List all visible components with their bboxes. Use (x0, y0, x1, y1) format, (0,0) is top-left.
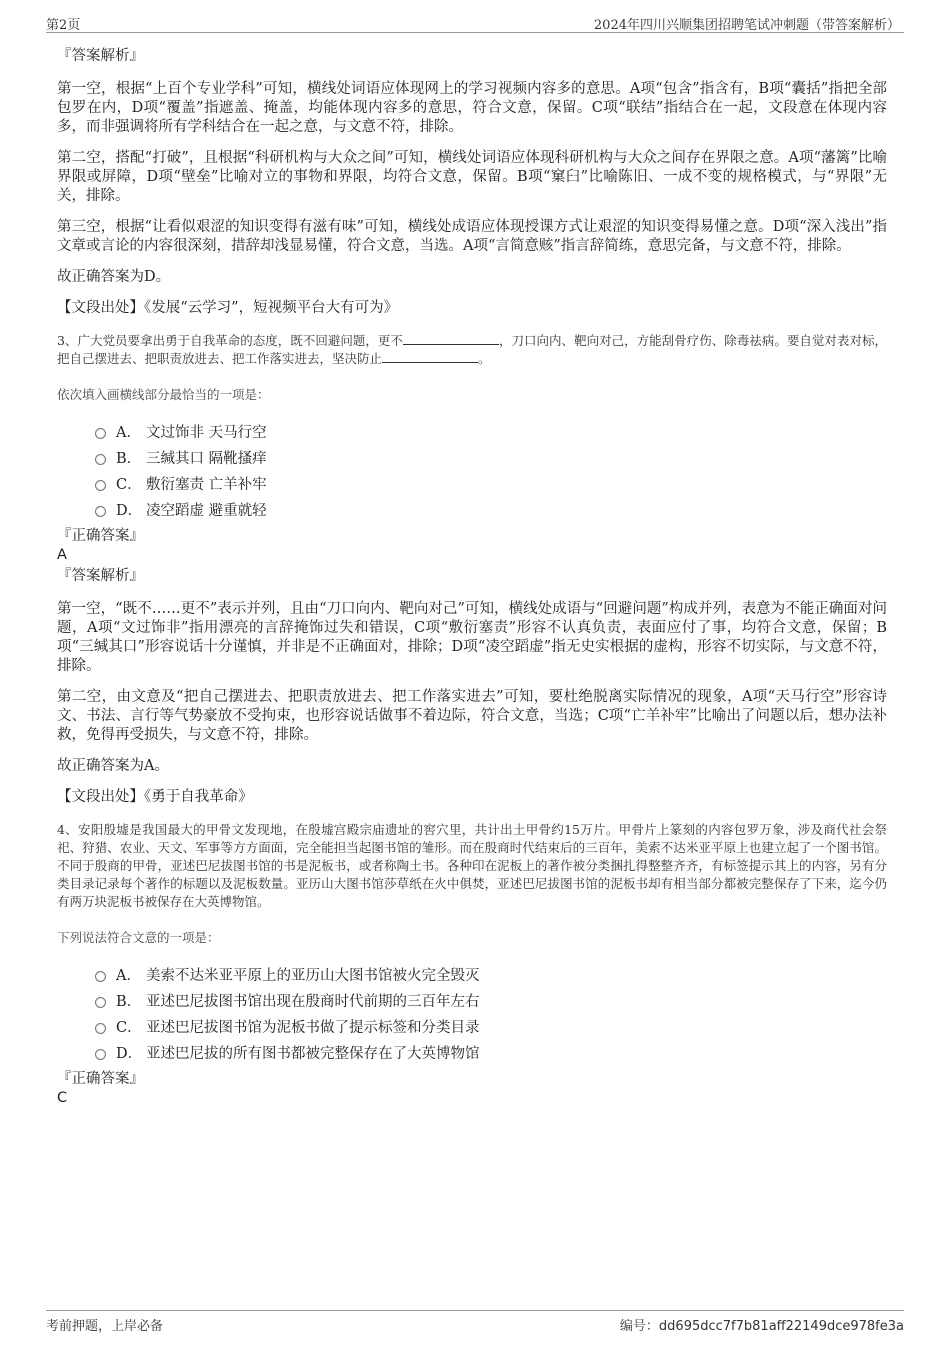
question-4-prompt: 下列说法符合文意的一项是： (57, 930, 220, 945)
code-label: 编号： (619, 1319, 659, 1334)
document-code (620, 1315, 904, 1334)
correct-answer: A (57, 547, 67, 563)
question-text-part: 。 (478, 351, 491, 366)
correct-answer-label: 『正确答案』 (57, 1071, 144, 1087)
analysis-paragraph: 第三空，根据“让看似艰涩的知识变得有滋有味”可知，横线处成语应体现授课方式让艰涩的知识变得易懂之意。D项“深入浅出”指文章或言论的内容很深刻，措辞却浅显易懂，符合文意，当选。A项“言简意赅”指言辞简练，意思完备，与文意不符，排除。 (57, 219, 887, 254)
correct-answer-label: 『正确答案』 (57, 528, 144, 544)
option-d[interactable]: D． 凌空蹈虚 避重就轻 (95, 498, 887, 524)
document-body (57, 46, 887, 1107)
correct-answer: C (57, 1090, 68, 1106)
page-number: 第2页 (46, 18, 81, 33)
analysis-paragraph: 第二空，由文意及“把自己摆进去、把职责放进去、把工作落实进去”可知，要杜绝脱离实际情况的现象，A项“天马行空”形容诗文、书法、言行等气势豪放不受拘束，也形容说话做事不着边际，符合文意，当选；C项“亡羊补牢”比喻出了问题以后，想办法补救，免得再受损失，与文意不符，排除。 (57, 689, 887, 743)
conclusion: 故正确答案为D。 (57, 269, 171, 285)
option-c[interactable]: C． 亚述巴尼拔图书馆为泥板书做了提示标签和分类目录 (95, 1015, 887, 1041)
radio-icon[interactable] (95, 506, 106, 517)
page-footer (46, 1310, 904, 1333)
option-b[interactable]: B． 三缄其口 隔靴搔痒 (95, 446, 887, 472)
analysis-label: 『答案解析』 (57, 48, 144, 64)
question-3-prompt: 依次填入画横线部分最恰当的一项是： (57, 387, 270, 402)
source-citation: 【文段出处】《勇于自我革命》 (57, 789, 253, 805)
radio-icon[interactable] (95, 971, 106, 982)
question-4-text: 4、安阳殷墟是我国最大的甲骨文发现地，在殷墟宫殿宗庙遗址的窖穴里，共计出土甲骨约15万片。甲骨片上篆刻的内容包罗万象，涉及商代社会祭祀、狩猎、农业、天文、军事等方方面面，完全能担当起图书馆的雏形。而在殷商时代结束后的三百年，美索不达米亚平原上也建立起了一个图书馆。不同于殷商的甲骨，亚述巴尼拔图书馆的书是泥板书，或者称陶土书。各种印在泥板上的著作被分类捆扎得整整齐齐，有标签提示其上的内容，另有分类目录记录每个著作的标题以及泥板数量。亚历山大图书馆莎草纸在火中俱焚，亚述巴尼拔图书馆的泥板书却有相当部分都被完整保存了下来，迄今仍有两万块泥板书被保存在大英博物馆。 (57, 822, 887, 909)
code-value: dd695dcc7f7b81aff22149dce978fe3a (658, 1319, 904, 1334)
question-3-text (57, 332, 887, 368)
conclusion: 故正确答案为A。 (57, 758, 169, 774)
source-citation: 【文段出处】《发展“云学习”，短视频平台大有可为》 (57, 300, 399, 316)
analysis-paragraph: 第一空，“既不……更不”表示并列，且由“刀口向内、靶向对己”可知，横线处成语与“回避问题”构成并列，表意为不能正确面对问题，A项“文过饰非”指用漂亮的言辞掩饰过失和错误，C项“敷衍塞责”形容不认真负责，表面应付了事，均符合文意，保留；B项“三缄其口”形容说话十分谨慎，并非是不正确面对，排除；D项“凌空蹈虚”指无史实根据的虚构，形容不切实际，与文意不符，排除。 (57, 601, 887, 674)
question-text-part: ，刀口向内、靶向对己，方能刮骨疗伤、除毒祛病。要自觉对表对标，把自己摆进去、把职责放进去、把工作落实进去，坚决防止 (57, 333, 887, 366)
radio-icon[interactable] (95, 997, 106, 1008)
option-c[interactable]: C． 敷衍塞责 亡羊补牢 (95, 472, 887, 498)
option-d[interactable]: D． 亚述巴尼拔的所有图书都被完整保存在了大英博物馆 (95, 1041, 887, 1067)
question-3-options (95, 420, 887, 524)
fill-blank (403, 332, 499, 345)
radio-icon[interactable] (95, 454, 106, 465)
radio-icon[interactable] (95, 480, 106, 491)
analysis-label: 『答案解析』 (57, 568, 144, 584)
page-header (46, 12, 904, 33)
option-a[interactable]: A． 文过饰非 天马行空 (95, 420, 887, 446)
question-text-part: 3、广大党员要拿出勇于自我革命的态度，既不回避问题，更不 (57, 333, 403, 348)
document-title: 2024年四川兴顺集团招聘笔试冲刺题（带答案解析） (593, 18, 900, 33)
question-4-options (95, 963, 887, 1067)
option-b[interactable]: B． 亚述巴尼拔图书馆出现在殷商时代前期的三百年左右 (95, 989, 887, 1015)
radio-icon[interactable] (95, 1049, 106, 1060)
footer-slogan: 考前押题，上岸必备 (46, 1319, 164, 1334)
fill-blank (382, 350, 478, 363)
radio-icon[interactable] (95, 428, 106, 439)
radio-icon[interactable] (95, 1023, 106, 1034)
analysis-paragraph: 第二空，搭配“打破”，且根据“科研机构与大众之间”可知，横线处词语应体现科研机构与大众之间存在界限之意。A项“藩篱”比喻界限或屏障，D项“壁垒”比喻对立的事物和界限，均符合文意，保留。B项“窠臼”比喻陈旧、一成不变的规格模式，与“界限”无关，排除。 (57, 150, 887, 204)
option-a[interactable]: A． 美索不达米亚平原上的亚历山大图书馆被火完全毁灭 (95, 963, 887, 989)
analysis-paragraph: 第一空，根据“上百个专业学科”可知，横线处词语应体现网上的学习视频内容多的意思。A项“包含”指含有，B项“囊括”指把全部包罗在内，D项“覆盖”指遮盖、掩盖，均能体现内容多的意思，符合文意，保留。C项“联结”指结合在一起，文段意在体现内容多，而非强调将所有学科结合在一起之意，与文意不符，排除。 (57, 81, 887, 135)
